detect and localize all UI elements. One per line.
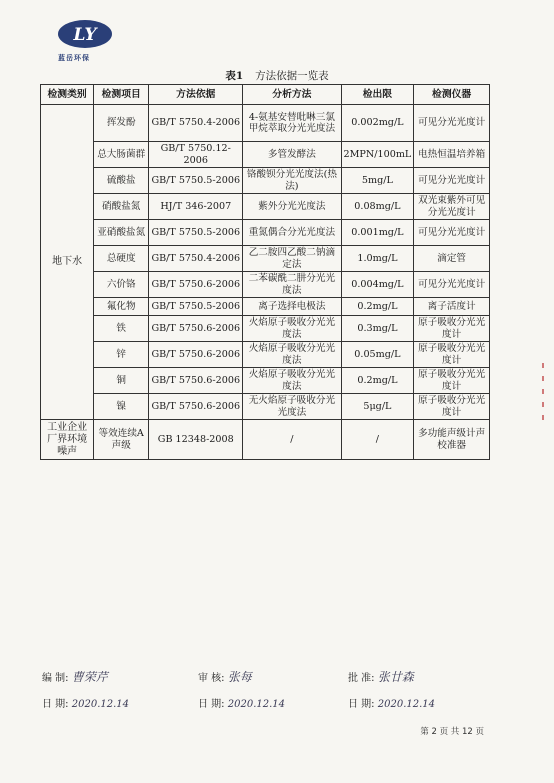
cell-item: 等效连续A声级 <box>94 420 149 460</box>
cell-item: 氟化物 <box>94 298 149 316</box>
page-number: 第 2 页 共 12 页 <box>420 727 484 737</box>
table-title: 方法依据一览表 <box>255 70 329 82</box>
cell-basis: GB/T 5750.6-2006 <box>149 394 243 420</box>
cell-item: 镍 <box>94 394 149 420</box>
cell-limit: / <box>341 420 414 460</box>
cell-method: 铬酸钡分光光度法(热法) <box>243 168 341 194</box>
table-row <box>41 220 490 246</box>
table-row <box>41 298 490 316</box>
header-basis: 方法依据 <box>149 85 243 105</box>
cell-limit: 0.004mg/L <box>341 272 414 298</box>
table-row <box>41 316 490 342</box>
reviewer-label: 审 核: <box>198 673 225 684</box>
cell-limit: 5μg/L <box>341 394 414 420</box>
margin-stamp-marks <box>538 355 548 428</box>
cell-item: 铜 <box>94 368 149 394</box>
cell-basis: GB/T 5750.6-2006 <box>149 272 243 298</box>
cell-method: 离子选择电极法 <box>243 298 341 316</box>
header-category: 检测类别 <box>41 85 94 105</box>
cell-limit: 0.2mg/L <box>341 298 414 316</box>
cell-limit: 0.001mg/L <box>341 220 414 246</box>
table-row <box>41 246 490 272</box>
editor-signature <box>42 668 108 685</box>
cell-method: 乙二胺四乙酸二钠滴定法 <box>243 246 341 272</box>
header-method: 分析方法 <box>243 85 341 105</box>
cell-basis: GB/T 5750.5-2006 <box>149 168 243 194</box>
cell-item: 挥发酚 <box>94 105 149 142</box>
approver-signature <box>348 668 414 685</box>
cell-instrument: 可见分光光度计 <box>414 272 490 298</box>
cell-instrument: 可见分光光度计 <box>414 220 490 246</box>
cell-item: 硝酸盐氮 <box>94 194 149 220</box>
cell-instrument: 滴定管 <box>414 246 490 272</box>
table-row <box>41 142 490 168</box>
cell-method: 紫外分光光度法 <box>243 194 341 220</box>
table-row <box>41 420 490 460</box>
header-instrument: 检测仪器 <box>414 85 490 105</box>
cell-method: / <box>243 420 341 460</box>
approver-date-block <box>348 695 435 710</box>
editor-date-label: 日 期: <box>42 699 69 710</box>
reviewer-date-label: 日 期: <box>198 699 225 710</box>
cell-limit: 0.2mg/L <box>341 368 414 394</box>
table-header-row <box>41 85 490 105</box>
approver-name: 张廿森 <box>377 670 414 684</box>
cell-basis: HJ/T 346-2007 <box>149 194 243 220</box>
reviewer-date-block <box>198 695 285 710</box>
cell-instrument: 原子吸收分光光度计 <box>414 368 490 394</box>
cell-instrument: 可见分光光度计 <box>414 168 490 194</box>
cell-method: 重氮偶合分光光度法 <box>243 220 341 246</box>
cell-limit: 2MPN/100mL <box>341 142 414 168</box>
cell-item: 亚硝酸盐氮 <box>94 220 149 246</box>
header-item: 检测项目 <box>94 85 149 105</box>
cell-instrument: 双光束紫外可见分光光度计 <box>414 194 490 220</box>
table-row <box>41 272 490 298</box>
cell-item: 六价铬 <box>94 272 149 298</box>
approver-date-label: 日 期: <box>348 699 375 710</box>
table-row <box>41 394 490 420</box>
cell-limit: 0.3mg/L <box>341 316 414 342</box>
cell-basis: GB/T 5750.5-2006 <box>149 220 243 246</box>
cell-item: 铁 <box>94 316 149 342</box>
logo-glyph: LY <box>73 25 97 45</box>
table-row <box>41 194 490 220</box>
cell-instrument: 可见分光光度计 <box>414 105 490 142</box>
cell-category: 地下水 <box>41 105 94 420</box>
cell-instrument: 多功能声级计声校准器 <box>414 420 490 460</box>
cell-basis: GB/T 5750.4-2006 <box>149 105 243 142</box>
cell-method: 4-氨基安替吡啉三氯甲烷萃取分光光度法 <box>243 105 341 142</box>
cell-method: 多管发酵法 <box>243 142 341 168</box>
reviewer-name: 张每 <box>227 670 252 684</box>
reviewer-signature <box>198 668 252 685</box>
cell-basis: GB/T 5750.4-2006 <box>149 246 243 272</box>
logo-text: 蓝岳环保 <box>58 54 90 62</box>
table-row <box>41 168 490 194</box>
cell-limit: 5mg/L <box>341 168 414 194</box>
editor-name: 曹荣芹 <box>71 670 108 684</box>
cell-limit: 0.05mg/L <box>341 342 414 368</box>
editor-label: 编 制: <box>42 673 69 684</box>
cell-basis: GB/T 5750.5-2006 <box>149 298 243 316</box>
cell-method: 无火焰原子吸收分光光度法 <box>243 394 341 420</box>
table-row <box>41 342 490 368</box>
table-body <box>41 105 490 460</box>
cell-instrument: 原子吸收分光光度计 <box>414 342 490 368</box>
cell-basis: GB 12348-2008 <box>149 420 243 460</box>
cell-limit: 1.0mg/L <box>341 246 414 272</box>
cell-method: 火焰原子吸收分光光度法 <box>243 342 341 368</box>
cell-instrument: 电热恒温培养箱 <box>414 142 490 168</box>
cell-limit: 0.002mg/L <box>341 105 414 142</box>
cell-instrument: 原子吸收分光光度计 <box>414 316 490 342</box>
method-basis-table <box>40 84 490 460</box>
table-row <box>41 368 490 394</box>
approver-label: 批 准: <box>348 673 375 684</box>
cell-category: 工业企业厂界环境噪声 <box>41 420 94 460</box>
table-number: 表1 <box>225 70 244 82</box>
approver-date: 2020.12.14 <box>377 699 436 710</box>
editor-date-block <box>42 695 129 710</box>
cell-method: 火焰原子吸收分光光度法 <box>243 368 341 394</box>
cell-basis: GB/T 5750.6-2006 <box>149 316 243 342</box>
cell-method: 二苯碳酰二肼分光光度法 <box>243 272 341 298</box>
cell-item: 硫酸盐 <box>94 168 149 194</box>
cell-instrument: 离子活度计 <box>414 298 490 316</box>
cell-method: 火焰原子吸收分光光度法 <box>243 316 341 342</box>
cell-basis: GB/T 5750.12-2006 <box>149 142 243 168</box>
cell-instrument: 原子吸收分光光度计 <box>414 394 490 420</box>
table-row <box>41 105 490 142</box>
cell-limit: 0.08mg/L <box>341 194 414 220</box>
editor-date: 2020.12.14 <box>71 699 130 710</box>
cell-item: 总大肠菌群 <box>94 142 149 168</box>
header-limit: 检出限 <box>341 85 414 105</box>
company-logo <box>56 17 114 51</box>
reviewer-date: 2020.12.14 <box>227 699 286 710</box>
cell-basis: GB/T 5750.6-2006 <box>149 342 243 368</box>
cell-item: 总硬度 <box>94 246 149 272</box>
cell-basis: GB/T 5750.6-2006 <box>149 368 243 394</box>
table-caption <box>0 68 554 83</box>
cell-item: 锌 <box>94 342 149 368</box>
